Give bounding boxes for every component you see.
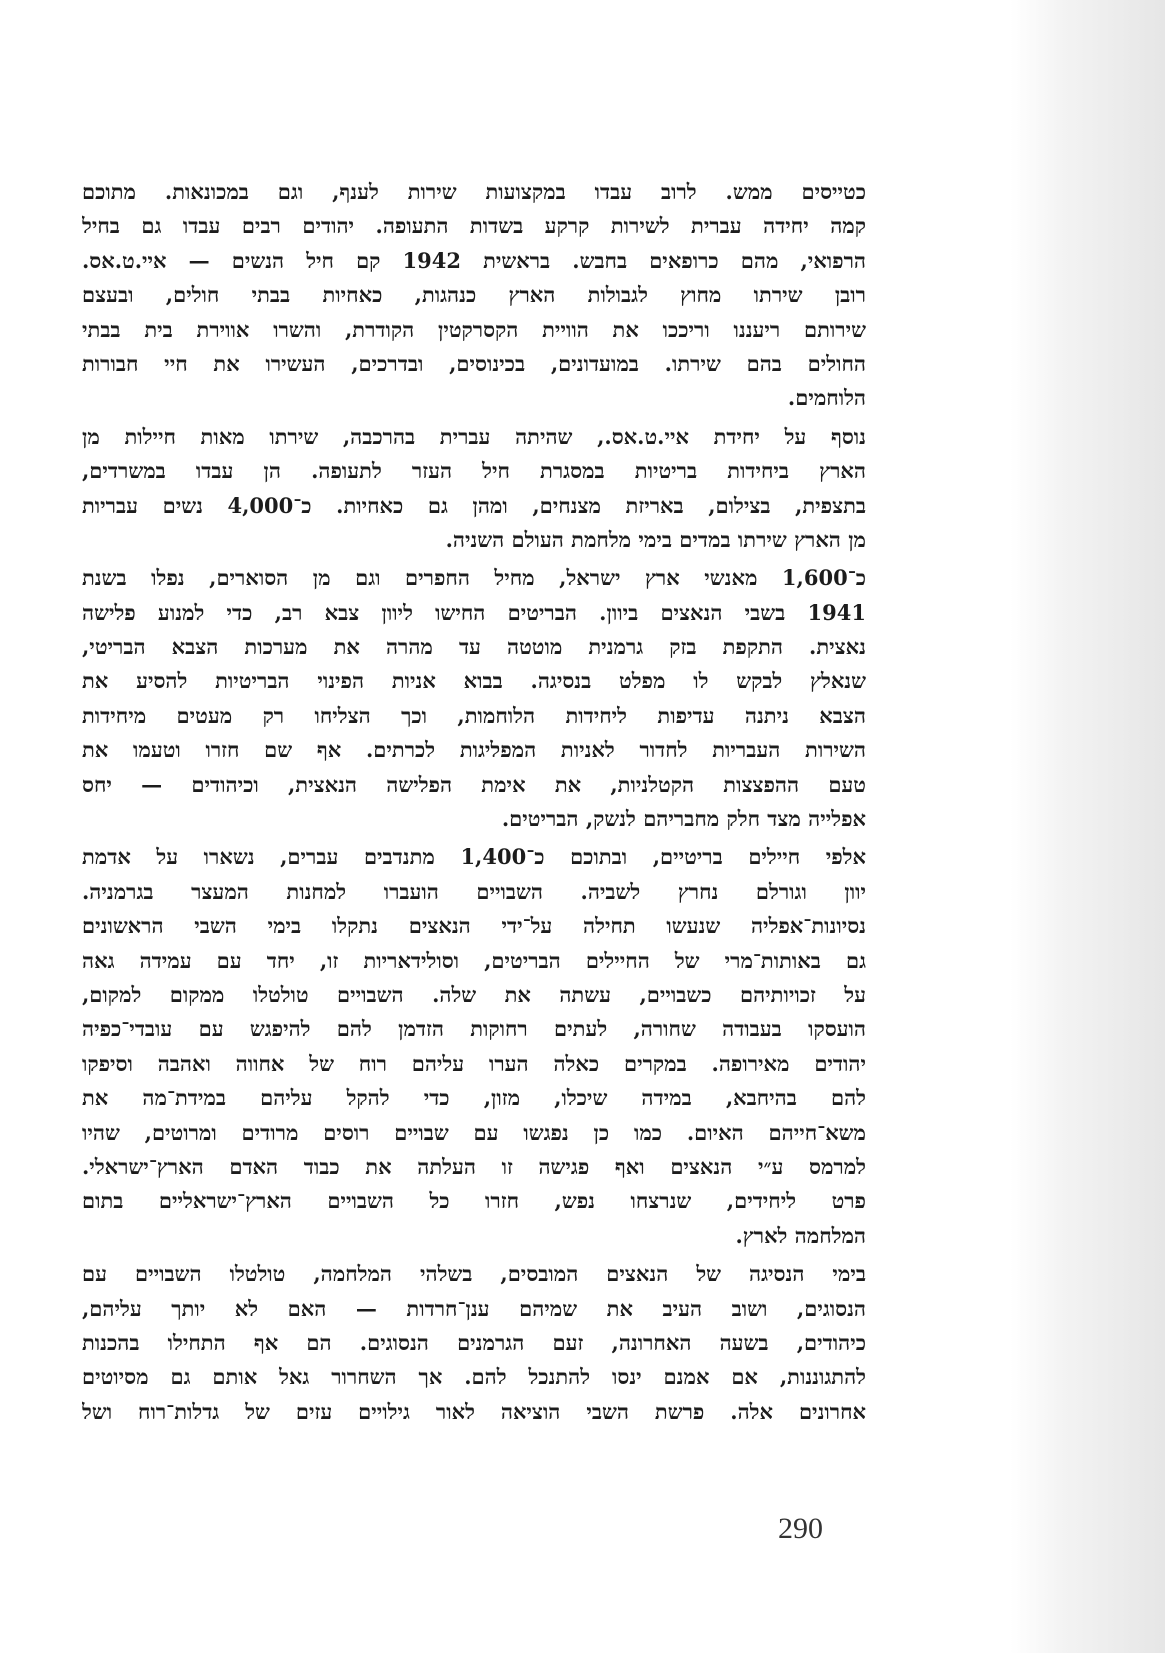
- text-line: נאצית. התקפת בזק גרמנית מוטטה עד מהרה את מערכות הצבא הבריטי,: [82, 634, 866, 660]
- text-line: יוון וגורלם נחרץ לשביה. השבויים הועברו למחנות המעצר בגרמניה.: [82, 878, 866, 904]
- text-line: יהודים מאירופה. במקרים כאלה הערו עליהם רוח של אחווה ואהבה וסיפקו: [82, 1050, 866, 1076]
- text-line: הועסקו בעבודה שחורה, לעתים רחוקות הזדמן להם להיפגש עם עובדי־כפיה: [82, 1016, 866, 1042]
- paragraph: [82, 420, 866, 558]
- text-line: בתצפית, בצילום, באריזת מצנחים, ומהן גם כאחיות. כ־4,000 נשים עבריות: [82, 492, 866, 518]
- text-line: גם באותות־מרי של החיילים הבריטים, וסולידאריות זו, יחד עם עמידה גאה: [82, 947, 866, 973]
- text-line: כ־1,600 מאנשי ארץ ישראל, מחיל החפרים וגם מן הסוארים, נפלו בשנת: [82, 565, 866, 591]
- text-line: המלחמה לארץ.: [735, 1222, 866, 1248]
- body-text: [82, 175, 866, 1429]
- text-line: קמה יחידה עברית לשירות קרקע בשדות התעופה. יהודים רבים עבדו גם בחיל: [82, 213, 866, 239]
- text-line: להתגוננות, אם אמנם ינסו להתנכל להם. אך השחרור גאל אותם גם מסיוטים: [82, 1364, 866, 1390]
- text-line: שנאלץ לבקש לו מפלט בנסיגה. בבוא אניות הפינוי הבריטיות להסיע את: [82, 668, 866, 694]
- text-line: רובן שירתו מחוץ לגבולות הארץ כנהגות, כאחיות בבתי חולים, ובעצם: [82, 282, 866, 308]
- text-line: על זכויותיהם כשבויים, עשתה את שלה. השבויים טולטלו ממקום למקום,: [82, 981, 866, 1007]
- text-line: הלוחמים.: [787, 385, 866, 411]
- text-line: שירותם ריעננו וריככו את הוויית הקסרקטין הקודרת, והשרו אווירת בית בבתי: [82, 316, 866, 342]
- paragraph: [82, 1257, 866, 1429]
- text-line: למרמס ע״י הנאצים ואף פגישה זו העלתה את כבוד האדם הארץ־ישראלי.: [82, 1153, 866, 1179]
- paragraph: [82, 561, 866, 836]
- paragraph: [82, 840, 866, 1253]
- text-line: מן הארץ שירתו במדים בימי מלחמת העולם השניה.: [445, 526, 866, 552]
- text-line: הארץ ביחידות בריטיות במסגרת חיל העזר לתעופה. הן עבדו במשרדים,: [82, 458, 866, 484]
- text-line: טעם ההפצצות הקטלניות, את אימת הפלישה הנאצית, וכיהודים — יחס: [82, 771, 866, 797]
- paragraph: [82, 175, 866, 416]
- text-line: כטייסים ממש. לרוב עבדו במקצועות שירות לענף, וגם במכונאות. מתוכם: [82, 179, 866, 204]
- text-line: להם בהיחבא, במידה שיכלו, מזון, כדי להקל עליהם במידת־מה את: [82, 1085, 866, 1111]
- text-line: הצבא ניתנה עדיפות ליחידות הלוחמות, וכך הצליחו רק מעטים מיחידות: [82, 702, 866, 728]
- page-number: 290: [778, 1512, 823, 1545]
- text-line: בימי הנסיגה של הנאצים המובסים, בשלהי המלחמה, טולטלו השבויים עם: [82, 1261, 866, 1287]
- text-line: הנסוגים, ושוב העיב את שמיהם ענן־חרדות — האם לא יותך עליהם,: [82, 1295, 866, 1321]
- text-line: פרט ליחידים, שנרצחו נפש, חזרו כל השבויים הארץ־ישראליים בתום: [82, 1188, 866, 1214]
- text-line: 1941 בשבי הנאצים ביוון. הבריטים החישו ליוון צבא רב, כדי למנוע פלישה: [82, 599, 866, 625]
- text-line: משא־חייהם האיום. כמו כן נפגשו עם שבויים רוסים מרודים ומרוטים, שהיו: [82, 1119, 866, 1145]
- page-gutter-shadow: [1010, 0, 1165, 1653]
- text-line: החולים בהם שירתו. במועדונים, בכינוסים, ובדרכים, העשירו את חיי חבורות: [82, 350, 866, 376]
- text-line: אחרונים אלה. פרשת השבי הוציאה לאור גילויים עזים של גדלות־רוח ושל: [82, 1398, 866, 1424]
- text-line: אלפי חיילים בריטיים, ובתוכם כ־1,400 מתנדבים עברים, נשארו על אדמת: [82, 844, 866, 870]
- text-line: השירות העבריות לחדור לאניות המפליגות לכרתים. אף שם חזרו וטעמו את: [82, 737, 866, 763]
- text-line: נוסף על יחידת איי.ט.אס., שהיתה עברית בהרכבה, שירתו מאות חיילות מן: [82, 423, 866, 449]
- text-line: כיהודים, בשעה האחרונה, זעם הגרמנים הנסוגים. הם אף התחילו בהכנות: [82, 1329, 866, 1355]
- text-line: הרפואי, מהם כרופאים בחבש. בראשית 1942 קם חיל הנשים — איי.ט.אס.: [82, 247, 866, 273]
- text-line: נסיונות־אפליה שנעשו תחילה על־ידי הנאצים נתקלו בימי השבי הראשונים: [82, 913, 866, 939]
- text-line: אפלייה מצד חלק מחבריהם לנשק, הבריטים.: [501, 806, 866, 832]
